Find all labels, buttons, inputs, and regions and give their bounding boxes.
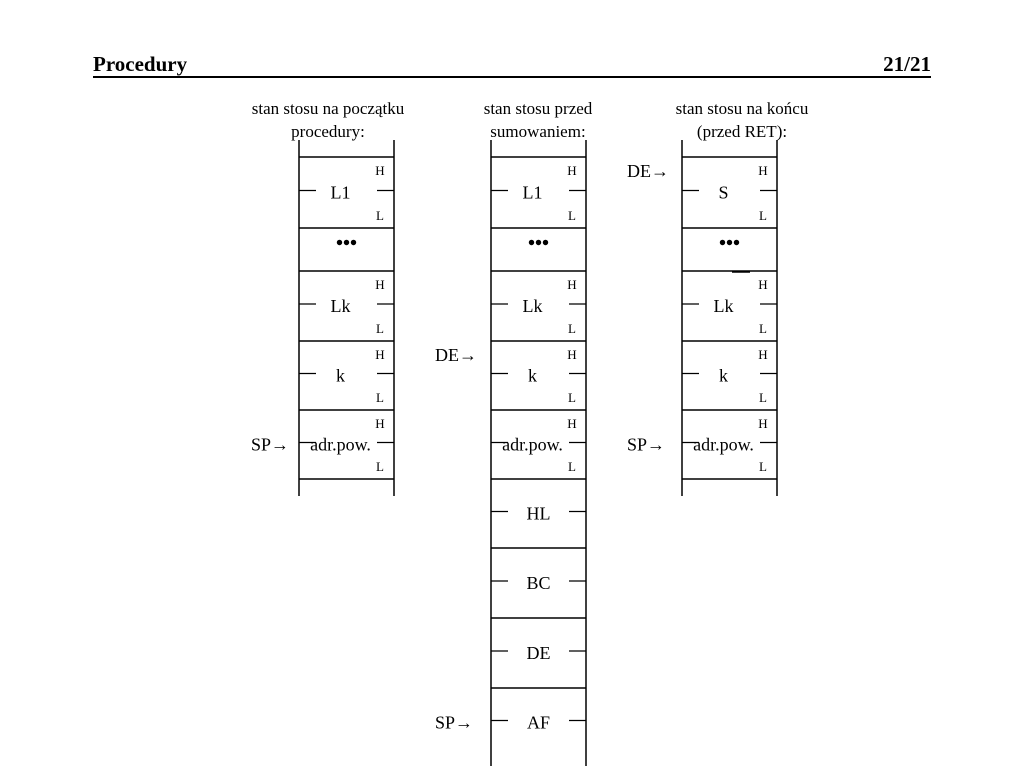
slot-label: L1: [330, 182, 351, 203]
slot-label: S: [718, 182, 729, 203]
high-byte-marker: H: [375, 277, 385, 292]
slot-label: k: [336, 365, 345, 386]
caption-column-1: stan stosu na początku procedury:: [251, 99, 405, 141]
low-byte-marker: L: [568, 459, 576, 474]
high-byte-marker: H: [758, 277, 768, 292]
page-number: 21/21: [883, 52, 931, 76]
slide-title: Procedury: [93, 52, 188, 76]
high-byte-marker: H: [375, 347, 385, 362]
low-byte-marker: L: [568, 208, 576, 223]
high-byte-marker: H: [375, 163, 385, 178]
slot-label: L1: [522, 182, 543, 203]
low-byte-marker: L: [376, 390, 384, 405]
low-byte-marker: L: [759, 390, 767, 405]
high-byte-marker: H: [758, 163, 768, 178]
slot-label: adr.pow.: [310, 434, 371, 455]
low-byte-marker: L: [568, 321, 576, 336]
slot-label: k: [719, 365, 728, 386]
de-pointer: DE→: [435, 345, 477, 365]
high-byte-marker: H: [567, 416, 577, 431]
low-byte-marker: L: [759, 459, 767, 474]
slot-label: Lk: [713, 296, 734, 316]
slot-label: BC: [526, 573, 551, 593]
slot-label: AF: [526, 712, 551, 733]
de-pointer: DE→: [627, 161, 669, 181]
slot-label: k: [528, 365, 537, 386]
low-byte-marker: L: [759, 321, 767, 336]
high-byte-marker: H: [567, 163, 577, 178]
high-byte-marker: H: [375, 416, 385, 431]
high-byte-marker: H: [567, 347, 577, 362]
low-byte-marker: L: [568, 390, 576, 405]
sp-pointer: SP→: [435, 712, 474, 733]
slot-label: •••: [718, 232, 741, 255]
low-byte-marker: L: [376, 459, 384, 474]
low-byte-marker: L: [376, 208, 384, 223]
high-byte-marker: H: [758, 416, 768, 431]
caption-column-3: stan stosu na końcu (przed RET):: [675, 99, 809, 141]
low-byte-marker: L: [759, 208, 767, 223]
low-byte-marker: L: [376, 321, 384, 336]
slot-label: adr.pow.: [693, 434, 754, 455]
slot-label: DE: [526, 643, 551, 663]
slot-label: Lk: [330, 296, 351, 316]
slot-label: Lk: [522, 296, 543, 316]
slot-label: adr.pow.: [502, 434, 563, 455]
caption-column-2: stan stosu przed sumowaniem:: [483, 99, 593, 141]
high-byte-marker: H: [567, 277, 577, 292]
slot-label: HL: [526, 503, 551, 524]
slot-label: •••: [527, 232, 550, 255]
slot-label: •••: [335, 232, 358, 255]
high-byte-marker: H: [758, 347, 768, 362]
sp-pointer: SP→: [251, 434, 290, 455]
sp-pointer: SP→: [627, 434, 666, 455]
